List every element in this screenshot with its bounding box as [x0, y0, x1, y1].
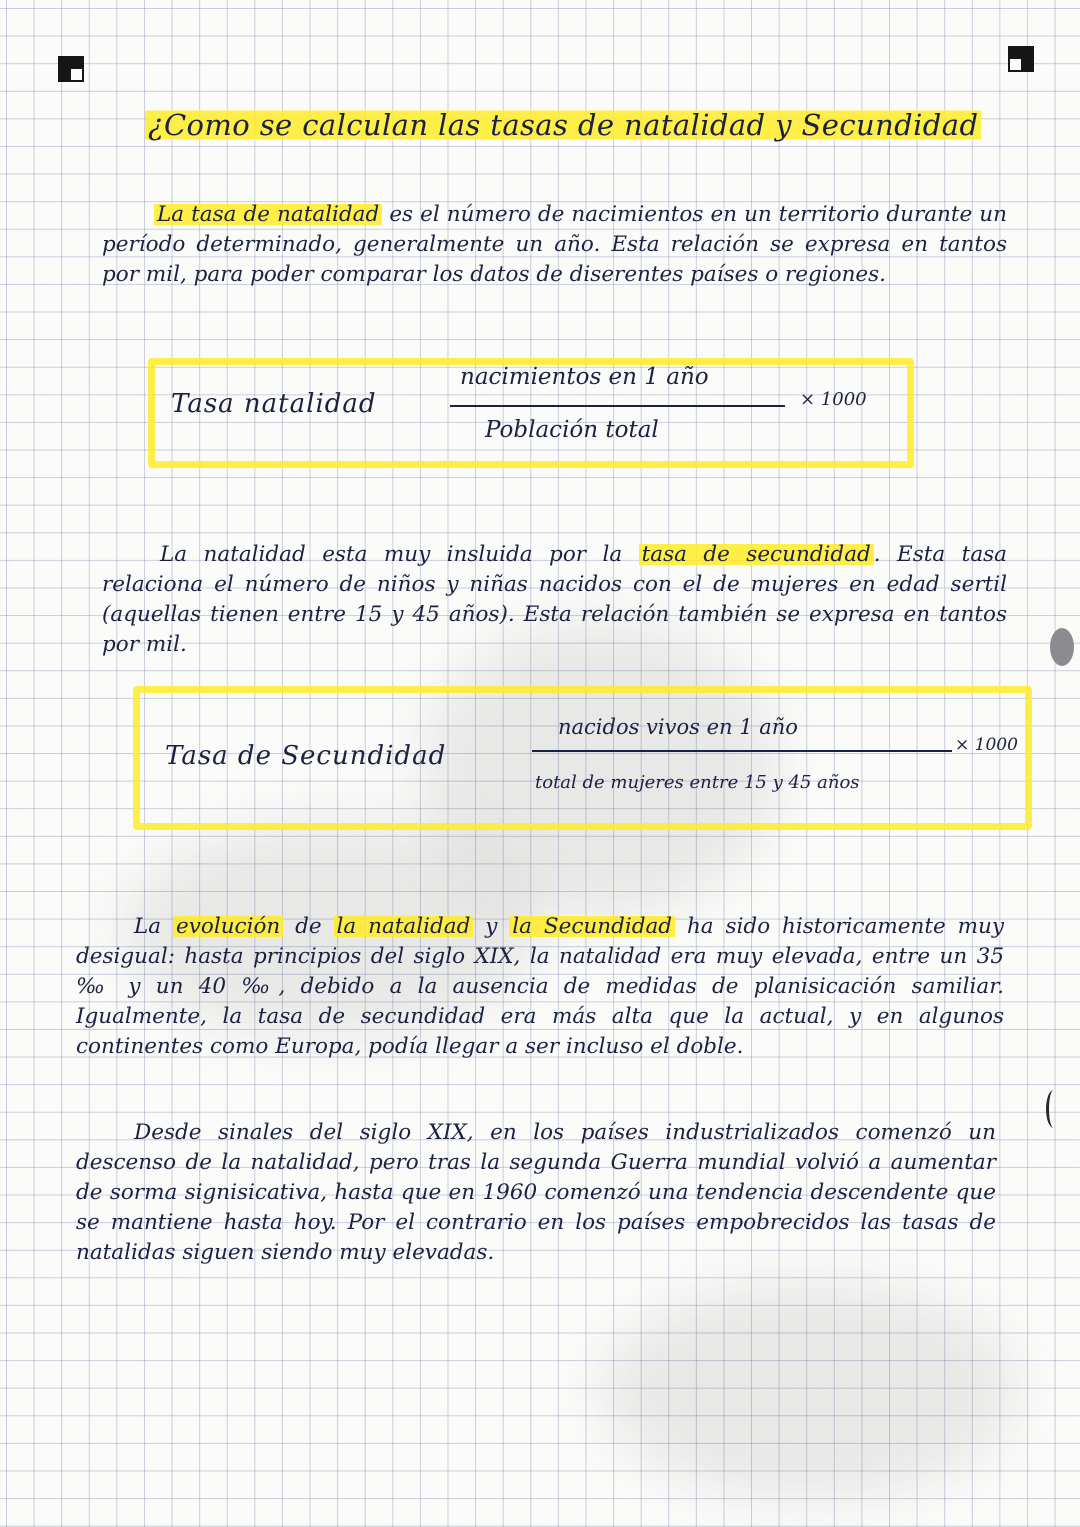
paper-smudge: [600, 1280, 1020, 1500]
highlight-evolucion: evolución: [173, 914, 283, 939]
paragraph-evolucion: La evolución de la natalidad y la Secundidad ha sido historicamente muy desigual: hasta principios del siglo XIX, la natalidad era muy elevada, entre un 35 ‰ y un 40 ‰, debido a la ausencia de medidas de planisicación samiliar. Igualmente, la tasa de secundidad era más alta que la actual, y en algunos continentes como Europa, podía llegar a ser incluso el doble.: [76, 914, 1004, 1059]
binder-hole-icon: [1050, 628, 1074, 666]
formula-numerator: nacidos vivos en 1 año: [558, 715, 798, 739]
paragraph-secundidad: La natalidad esta muy insluida por la tasa de secundidad . Esta tasa relaciona el número de niños y niñas nacidos con el de mujeres en edad sertil (aquellas tienen entre 15 y 45 años). Esta relación también se expresa en tantos por mil.: [102, 542, 1007, 657]
highlight-secundidad: la Secundidad: [509, 914, 675, 939]
corner-marker-right-icon: [1008, 46, 1034, 72]
fraction-bar: [450, 405, 785, 407]
highlight-natalidad: la natalidad: [334, 914, 474, 939]
formula-denominator: Población total: [485, 417, 659, 443]
highlight-tasa-natalidad: La tasa de natalidad: [154, 202, 382, 227]
formula-denominator: total de mujeres entre 15 y 45 años: [535, 772, 860, 793]
formula-label: Tasa de Secundidad: [165, 741, 447, 771]
formula-multiplier: × 1000: [955, 735, 1018, 755]
formula-numerator: nacimientos en 1 año: [460, 364, 709, 390]
corner-marker-left-icon: [58, 56, 84, 82]
paragraph-natalidad: La tasa de natalidad es el número de nacimientos en un territorio durante un período determinado, generalmente un año. Esta relación se expresa en tantos por mil, para poder comparar los datos de diserentes países o regiones.: [102, 202, 1007, 287]
formula-secundidad: [133, 686, 1032, 830]
highlight-tasa-secundidad: tasa de secundidad: [639, 542, 874, 567]
formula-multiplier: × 1000: [800, 389, 867, 410]
formula-label: Tasa natalidad: [171, 389, 377, 419]
fraction-bar: [532, 750, 952, 752]
page-title: ¿Como se calculan las tasas de natalidad y Secundidad: [145, 108, 981, 142]
formula-natalidad: [148, 358, 914, 468]
binder-hole-torn-icon: [1046, 1090, 1061, 1128]
paragraph-historia: Desde sinales del siglo XIX, en los países industrializados comenzó un descenso de la natalidad, pero tras la segunda Guerra mundial volvió a aumentar de sorma signisicativa, hasta que en 1960 comenzó una tendencia descendente que se mantiene hasta hoy. Por el contrario en los países empobrecidos las tasas de natalidas siguen siendo muy elevadas.: [76, 1120, 996, 1265]
